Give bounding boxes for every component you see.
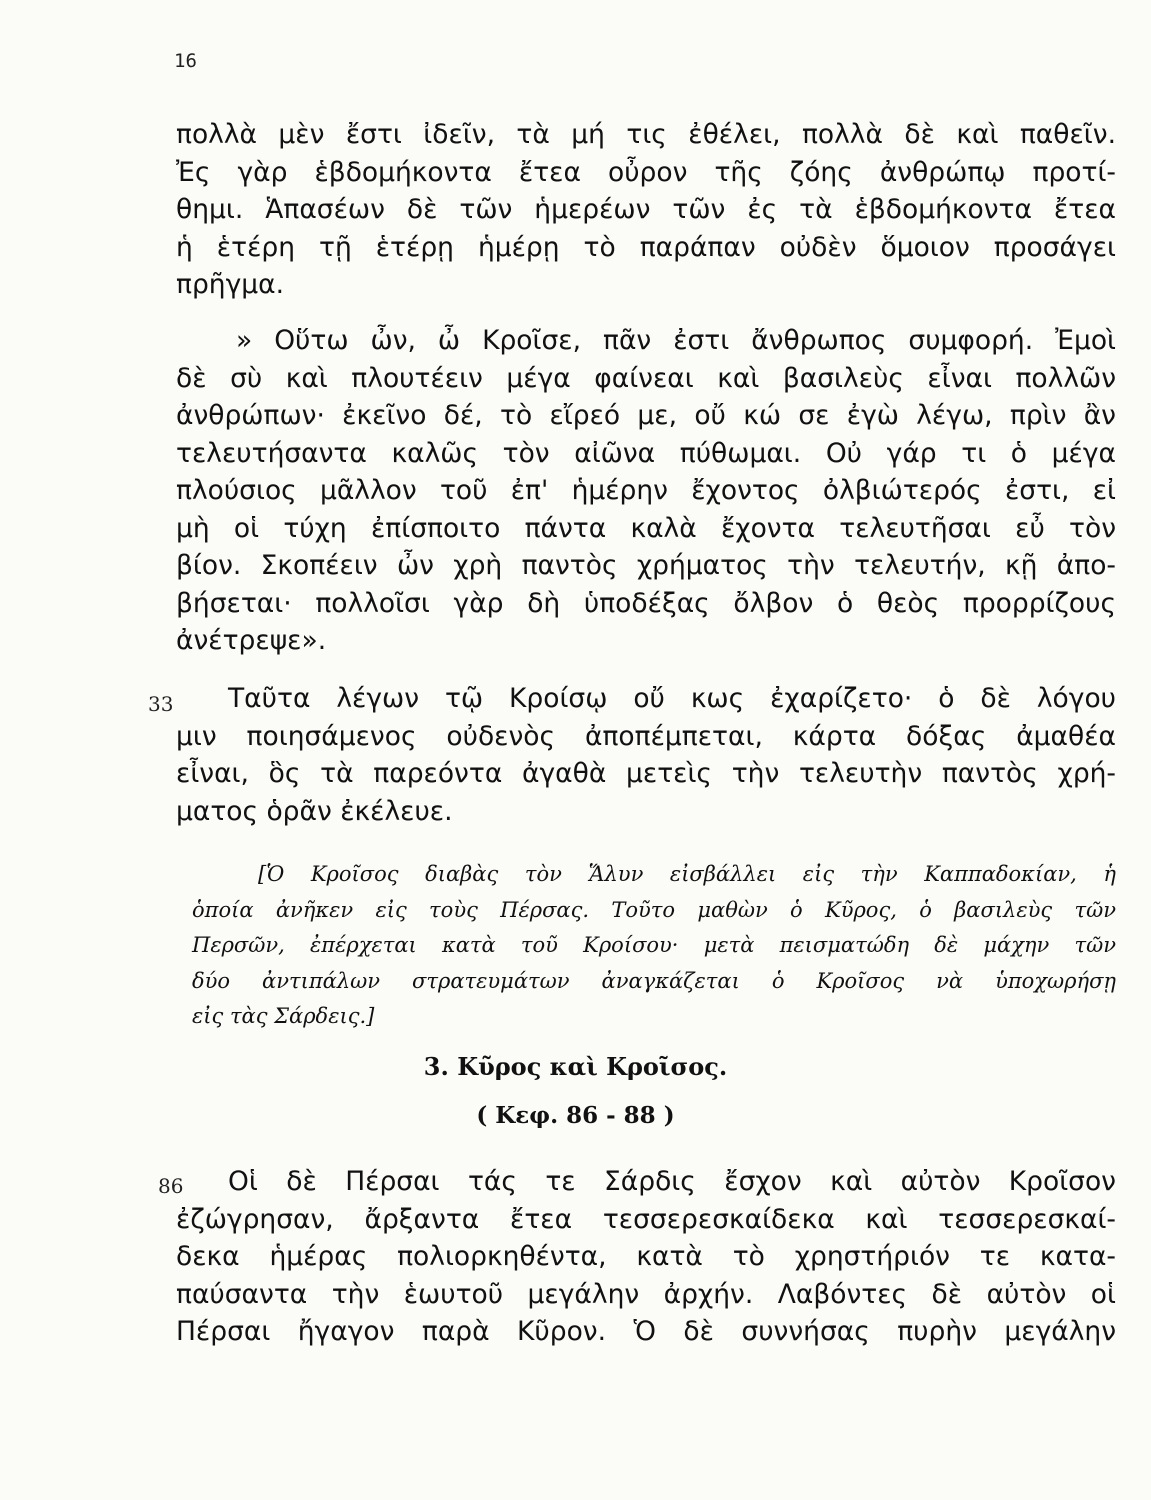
text-line: Ἐς γὰρ ἑβδομήκοντα ἔτεα οὖρον τῆς ζόης ἀνθρώπῳ προτί- — [176, 156, 1116, 188]
summary-line: [Ὁ Κροῖσος διαβὰς τὸν Ἅλυν εἰσβάλλει εἰς τὴν Καππαδοκίαν, ἡ — [258, 862, 1116, 886]
text-line: ἀνέτρεψε». — [176, 625, 327, 656]
text-line: θημι. Ἁπασέων δὲ τῶν ἡμερέων τῶν ἐς τὰ ἑβδομήκοντα ἔτεα — [176, 194, 1116, 225]
text-line: ἀνθρώπων· ἐκεῖνο δέ, τὸ εἴρεό με, οὔ κώ σε ἐγὼ λέγω, πρὶν ἂν — [176, 400, 1116, 431]
text-line: μιν ποιησάμενος οὐδενὸς ἀποπέμπεται, κάρτα δόξας ἀμαθέα — [176, 720, 1116, 752]
paragraph-4 — [176, 1163, 1116, 1351]
text-line: ματος ὁρᾶν ἐκέλευε. — [176, 795, 453, 827]
paragraph-1 — [176, 116, 1116, 304]
page-number: 16 — [174, 50, 197, 72]
text-line: Πέρσαι ἤγαγον παρὰ Κῦρον. Ὁ δὲ συννήσας πυρὴν μεγάλην — [176, 1316, 1116, 1347]
paragraph-2 — [176, 322, 1116, 660]
text-line: δεκα ἡμέρας πολιορκηθέντα, κατὰ τὸ χρηστήριόν τε κατα- — [176, 1241, 1116, 1272]
text-line: βίον. Σκοπέειν ὦν χρὴ παντὸς χρήματος τὴν τελευτήν, κῇ ἀπο- — [176, 550, 1116, 581]
text-line: πολλὰ μὲν ἔστι ἰδεῖν, τὰ μή τις ἐθέλει, πολλὰ δὲ καὶ παθεῖν. — [176, 119, 1116, 150]
text-line: πλούσιος μᾶλλον τοῦ ἐπ' ἡμέρην ἔχοντος ὀλβιώτερός ἐστι, εἰ — [176, 475, 1116, 506]
text-line: παύσαντα τὴν ἑωυτοῦ μεγάλην ἀρχήν. Λαβόντες δὲ αὐτὸν οἱ — [176, 1278, 1116, 1310]
summary-line: Περσῶν, ἐπέρχεται κατὰ τοῦ Κροίσου· μετὰ πεισματώδη δὲ μάχην τῶν — [192, 933, 1116, 957]
text-line: Οἱ δὲ Πέρσαι τάς τε Σάρδις ἔσχον καὶ αὐτὸν Κροῖσον — [228, 1166, 1116, 1197]
summary-line: εἰς τὰς Σάρδεις.] — [192, 1004, 375, 1028]
chapter-number-33: 33 — [148, 692, 174, 716]
text-line: ἐζώγρησαν, ἄρξαντα ἔτεα τεσσερεσκαίδεκα καὶ τεσσερεσκαί- — [176, 1203, 1116, 1235]
section-heading: 3. Κῦρος καὶ Κροῖσος. — [423, 1052, 728, 1081]
summary-line: δύο ἀντιπάλων στρατευμάτων ἀναγκάζεται ὁ Κροῖσος νὰ ὑποχωρήσῃ — [192, 968, 1116, 993]
text-line: βήσεται· πολλοῖσι γὰρ δὴ ὑποδέξας ὄλβον ὁ θεὸς προρρίζους — [176, 587, 1116, 619]
paragraph-3 — [176, 680, 1116, 830]
text-line: Ταῦτα λέγων τῷ Κροίσῳ οὔ κως ἐχαρίζετο· ὁ δὲ λόγου — [228, 683, 1116, 714]
chapter-number-86: 86 — [158, 1174, 184, 1198]
text-line: » Οὕτω ὦν, ὦ Κροῖσε, πᾶν ἐστι ἄνθρωπος συμφορή. Ἐμοὶ — [236, 325, 1116, 356]
summary-line: ὁποία ἀνῆκεν εἰς τοὺς Πέρσας. Τοῦτο μαθὼν ὁ Κῦρος, ὁ βασιλεὺς τῶν — [192, 897, 1116, 922]
text-line: εἶναι, ὃς τὰ παρεόντα ἀγαθὰ μετεὶς τὴν τελευτὴν παντὸς χρή- — [176, 758, 1116, 789]
text-line: δὲ σὺ καὶ πλουτέειν μέγα φαίνεαι καὶ βασιλεὺς εἶναι πολλῶν — [176, 362, 1116, 394]
section-subheading: ( Κεφ. 86 - 88 ) — [476, 1102, 675, 1129]
text-line: ἡ ἑτέρη τῇ ἑτέρῃ ἡμέρῃ τὸ παράπαν οὐδὲν ὅμοιον προσάγει — [176, 231, 1116, 263]
text-line: πρῆγμα. — [176, 269, 285, 300]
text-line: τελευτήσαντα καλῶς τὸν αἰῶνα πύθωμαι. Οὐ γάρ τι ὁ μέγα — [176, 437, 1116, 469]
summary-note — [192, 857, 1116, 1035]
text-line: μὴ οἱ τύχη ἐπίσποιτο πάντα καλὰ ἔχοντα τελευτῆσαι εὖ τὸν — [176, 512, 1116, 544]
